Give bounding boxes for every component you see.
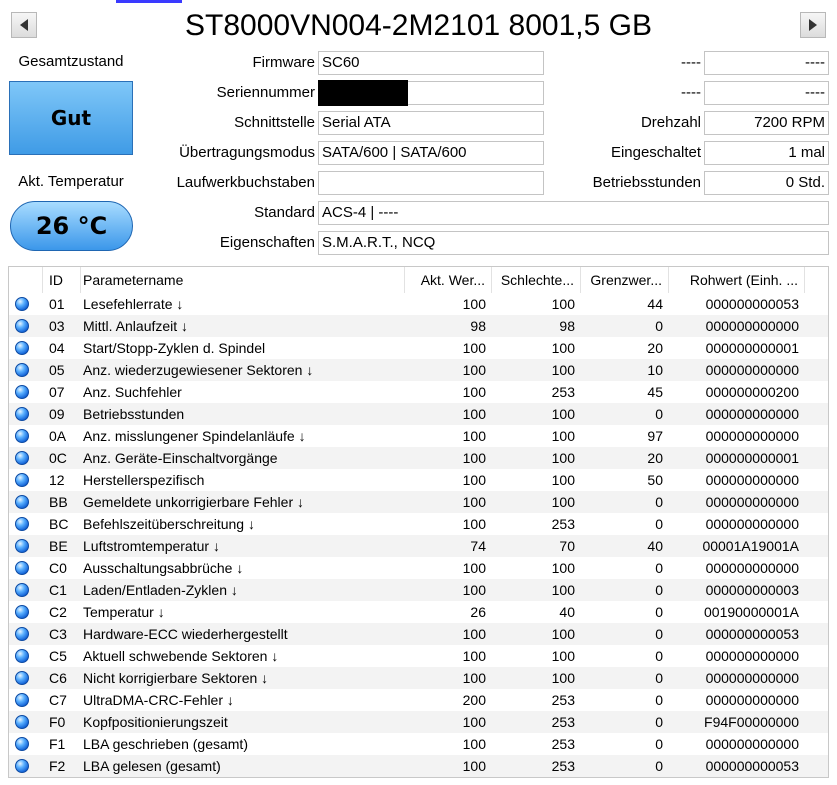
status-good-icon (15, 737, 29, 751)
attr-name: Mittl. Anlaufzeit ↓ (83, 318, 189, 334)
attr-worst: 100 (551, 648, 575, 664)
table-row[interactable] (9, 513, 828, 535)
table-row[interactable] (9, 689, 828, 711)
status-good-icon (15, 473, 29, 487)
features-label: Eigenschaften (219, 234, 315, 251)
attr-current: 100 (462, 362, 486, 378)
status-good-icon (15, 693, 29, 707)
table-header (9, 267, 828, 293)
table-row[interactable] (9, 645, 828, 667)
attr-id: BC (49, 516, 69, 532)
attr-raw: 000000000053 (705, 626, 799, 642)
attr-raw: 000000000200 (705, 384, 799, 400)
attr-raw: 000000000000 (705, 560, 799, 576)
table-row[interactable] (9, 425, 828, 447)
attr-raw: 000000000000 (705, 648, 799, 664)
firmware-label: Firmware (252, 54, 315, 71)
status-good-icon (15, 385, 29, 399)
attr-worst: 253 (551, 736, 575, 752)
disk-title: ST8000VN004-2M2101 8001,5 GB (185, 9, 652, 42)
attr-threshold: 0 (655, 714, 663, 730)
attr-raw: 00190000001A (704, 604, 799, 620)
attr-current: 74 (470, 538, 486, 554)
attr-id: 09 (49, 406, 65, 422)
attr-threshold: 0 (655, 604, 663, 620)
status-good-icon (15, 649, 29, 663)
health-label: Gesamtzustand (18, 53, 124, 70)
table-rows (9, 293, 828, 777)
attr-id: 0A (49, 428, 67, 444)
attr-name: Anz. Geräte-Einschaltvorgänge (83, 450, 278, 466)
attr-name: Laden/Entladen-Zyklen ↓ (83, 582, 238, 598)
attr-id: 05 (49, 362, 65, 378)
attr-threshold: 0 (655, 494, 663, 510)
attr-name: Start/Stopp-Zyklen d. Spindel (83, 340, 266, 356)
attr-id: C1 (49, 582, 67, 598)
header-raw-value[interactable]: Rohwert (Einh. ... (669, 267, 805, 293)
attr-current: 100 (462, 582, 486, 598)
attr-id: F2 (49, 758, 66, 774)
attr-worst: 98 (559, 318, 575, 334)
attr-current: 100 (462, 516, 486, 532)
attr-threshold: 50 (647, 472, 663, 488)
attr-current: 98 (470, 318, 486, 334)
attr-threshold: 20 (647, 450, 663, 466)
attr-worst: 100 (551, 582, 575, 598)
attr-id: 04 (49, 340, 65, 356)
attr-raw: 000000000001 (705, 450, 799, 466)
temperature-label: Akt. Temperatur (18, 173, 124, 190)
attr-threshold: 0 (655, 582, 663, 598)
attr-current: 100 (462, 450, 486, 466)
features-field[interactable]: S.M.A.R.T., NCQ (318, 231, 829, 255)
status-good-icon (15, 627, 29, 641)
status-good-icon (15, 517, 29, 531)
next-disk-button[interactable] (800, 12, 826, 38)
table-row[interactable] (9, 359, 828, 381)
attr-name: Anz. Suchfehler (83, 384, 182, 400)
attr-raw: 000000000000 (705, 318, 799, 334)
attr-id: C3 (49, 626, 67, 642)
attr-name: Luftstromtemperatur ↓ (83, 538, 220, 554)
health-status-button[interactable]: Gut (9, 81, 133, 155)
table-row[interactable] (9, 491, 828, 513)
attr-current: 200 (462, 692, 486, 708)
table-row[interactable] (9, 733, 828, 755)
attr-name: Herstellerspezifisch (83, 472, 205, 488)
attr-id: C5 (49, 648, 67, 664)
right-1-label: ---- (681, 54, 701, 71)
header-id[interactable]: ID (43, 267, 81, 293)
attr-threshold: 0 (655, 670, 663, 686)
attr-current: 100 (462, 340, 486, 356)
right-1-field[interactable]: ---- (704, 51, 829, 75)
attr-id: F1 (49, 736, 66, 752)
interface-label: Schnittstelle (234, 114, 315, 131)
status-good-icon (15, 495, 29, 509)
status-good-icon (15, 539, 29, 553)
attr-worst: 253 (551, 758, 575, 774)
attr-worst: 100 (551, 560, 575, 576)
attr-current: 100 (462, 626, 486, 642)
attr-name: Anz. misslungener Spindelanläufe ↓ (83, 428, 306, 444)
attr-worst: 100 (551, 450, 575, 466)
attr-raw: 000000000000 (705, 406, 799, 422)
attr-name: Nicht korrigierbare Sektoren ↓ (83, 670, 269, 686)
smart-attribute-table[interactable] (8, 266, 829, 778)
right-2-label: ---- (681, 84, 701, 101)
attr-threshold: 0 (655, 648, 663, 664)
attr-threshold: 0 (655, 406, 663, 422)
attr-threshold: 0 (655, 516, 663, 532)
status-good-icon (15, 297, 29, 311)
standard-field[interactable]: ACS-4 | ---- (318, 201, 829, 225)
table-row[interactable] (9, 711, 828, 733)
header-threshold[interactable]: Grenzwer... (581, 267, 669, 293)
status-good-icon (15, 451, 29, 465)
table-row[interactable] (9, 579, 828, 601)
attr-name: Hardware-ECC wiederhergestellt (83, 626, 288, 642)
attr-id: C0 (49, 560, 67, 576)
attr-id: C6 (49, 670, 67, 686)
attr-id: BB (49, 494, 68, 510)
power-on-hours-field[interactable]: 0 Std. (704, 171, 829, 195)
table-row[interactable] (9, 623, 828, 645)
right-2-field[interactable]: ---- (704, 81, 829, 105)
status-good-icon (15, 407, 29, 421)
table-row[interactable] (9, 447, 828, 469)
attr-id: 01 (49, 296, 65, 312)
attr-threshold: 0 (655, 736, 663, 752)
serial-label: Seriennummer (216, 84, 315, 101)
attr-name: Ausschaltungsabbrüche ↓ (83, 560, 244, 576)
transfer-mode-field[interactable]: SATA/600 | SATA/600 (318, 141, 544, 165)
attr-current: 100 (462, 670, 486, 686)
attr-threshold: 10 (647, 362, 663, 378)
attr-threshold: 0 (655, 560, 663, 576)
attr-worst: 253 (551, 714, 575, 730)
table-row[interactable] (9, 403, 828, 425)
attr-name: Befehlszeitüberschreitung ↓ (83, 516, 255, 532)
attr-current: 100 (462, 384, 486, 400)
attr-worst: 40 (559, 604, 575, 620)
attr-worst: 70 (559, 538, 575, 554)
attr-current: 100 (462, 472, 486, 488)
attr-current: 100 (462, 714, 486, 730)
attr-current: 100 (462, 296, 486, 312)
attr-threshold: 0 (655, 692, 663, 708)
attr-current: 100 (462, 406, 486, 422)
standard-label: Standard (254, 204, 315, 221)
triangle-left-icon (18, 18, 30, 32)
attr-threshold: 44 (647, 296, 663, 312)
attr-threshold: 40 (647, 538, 663, 554)
attr-worst: 100 (551, 340, 575, 356)
status-good-icon (15, 561, 29, 575)
rotation-rate-field[interactable]: 7200 RPM (704, 111, 829, 135)
header-current-value[interactable]: Akt. Wer... (405, 267, 492, 293)
header-status[interactable] (9, 267, 43, 293)
attr-raw: 000000000003 (705, 582, 799, 598)
attr-raw: F94F00000000 (704, 714, 799, 730)
table-row[interactable] (9, 755, 828, 777)
attr-threshold: 97 (647, 428, 663, 444)
attr-worst: 100 (551, 626, 575, 642)
attr-raw: 000000000001 (705, 340, 799, 356)
attr-current: 100 (462, 428, 486, 444)
attr-name: Aktuell schwebende Sektoren ↓ (83, 648, 279, 664)
attr-name: Betriebsstunden (83, 406, 185, 422)
attr-id: 03 (49, 318, 65, 334)
drive-letters-field[interactable] (318, 171, 544, 195)
attr-raw: 000000000000 (705, 362, 799, 378)
attr-worst: 253 (551, 692, 575, 708)
attr-worst: 100 (551, 406, 575, 422)
table-row[interactable] (9, 381, 828, 403)
transfer-mode-label: Übertragungsmodus (179, 144, 315, 161)
attr-current: 100 (462, 736, 486, 752)
attr-worst: 253 (551, 516, 575, 532)
attr-name: Kopfpositionierungszeit (83, 714, 228, 730)
attr-raw: 000000000000 (705, 692, 799, 708)
status-good-icon (15, 363, 29, 377)
status-good-icon (15, 583, 29, 597)
firmware-field[interactable]: SC60 (318, 51, 544, 75)
table-row[interactable] (9, 315, 828, 337)
attr-id: 07 (49, 384, 65, 400)
status-good-icon (15, 759, 29, 773)
status-good-icon (15, 319, 29, 333)
attr-worst: 100 (551, 494, 575, 510)
attr-current: 100 (462, 560, 486, 576)
previous-disk-button[interactable] (11, 12, 37, 38)
attr-raw: 000000000053 (705, 758, 799, 774)
header-worst-value[interactable]: Schlechte... (492, 267, 581, 293)
attr-current: 100 (462, 494, 486, 510)
attr-id: 12 (49, 472, 65, 488)
attr-threshold: 0 (655, 626, 663, 642)
status-good-icon (15, 671, 29, 685)
table-row[interactable] (9, 557, 828, 579)
triangle-right-icon (807, 18, 819, 32)
attr-raw: 000000000053 (705, 296, 799, 312)
status-good-icon (15, 715, 29, 729)
attr-worst: 253 (551, 384, 575, 400)
table-row[interactable] (9, 535, 828, 557)
attr-threshold: 0 (655, 758, 663, 774)
serial-redaction (318, 80, 408, 106)
attr-name: Gemeldete unkorrigierbare Fehler ↓ (83, 494, 304, 510)
status-good-icon (15, 605, 29, 619)
attr-raw: 000000000000 (705, 670, 799, 686)
attr-id: 0C (49, 450, 67, 466)
attr-raw: 00001A19001A (702, 538, 799, 554)
status-good-icon (15, 429, 29, 443)
attr-threshold: 45 (647, 384, 663, 400)
attr-raw: 000000000000 (705, 428, 799, 444)
attr-worst: 100 (551, 428, 575, 444)
attr-raw: 000000000000 (705, 494, 799, 510)
attr-name: LBA gelesen (gesamt) (83, 758, 221, 774)
attr-raw: 000000000000 (705, 472, 799, 488)
interface-field[interactable]: Serial ATA (318, 111, 544, 135)
attr-worst: 100 (551, 362, 575, 378)
temperature-status-button[interactable]: 26 °C (10, 201, 133, 251)
attr-current: 26 (470, 604, 486, 620)
attr-worst: 100 (551, 670, 575, 686)
drive-letters-label: Laufwerkbuchstaben (176, 174, 315, 191)
attr-raw: 000000000000 (705, 516, 799, 532)
power-on-count-field[interactable]: 1 mal (704, 141, 829, 165)
table-row[interactable] (9, 469, 828, 491)
attr-current: 100 (462, 648, 486, 664)
attr-name: LBA geschrieben (gesamt) (83, 736, 248, 752)
header-attribute-name[interactable]: Parametername (81, 267, 405, 293)
attr-raw: 000000000000 (705, 736, 799, 752)
power-on-hours-label: Betriebsstunden (592, 174, 701, 191)
attr-id: BE (49, 538, 68, 554)
table-row[interactable] (9, 667, 828, 689)
attr-name: Temperatur ↓ (83, 604, 165, 620)
attr-name: UltraDMA-CRC-Fehler ↓ (83, 692, 234, 708)
attr-name: Anz. wiederzugewiesener Sektoren ↓ (83, 362, 314, 378)
table-row[interactable] (9, 337, 828, 359)
table-row[interactable] (9, 601, 828, 623)
power-on-count-label: Eingeschaltet (610, 144, 701, 161)
table-row[interactable] (9, 293, 828, 315)
top-accent-line (116, 0, 182, 3)
attr-worst: 100 (551, 296, 575, 312)
status-good-icon (15, 341, 29, 355)
attr-id: F0 (49, 714, 66, 730)
attr-name: Lesefehlerrate ↓ (83, 296, 184, 312)
attr-threshold: 20 (647, 340, 663, 356)
attr-id: C7 (49, 692, 67, 708)
attr-worst: 100 (551, 472, 575, 488)
attr-id: C2 (49, 604, 67, 620)
attr-threshold: 0 (655, 318, 663, 334)
rotation-rate-label: Drehzahl (640, 114, 701, 131)
attr-current: 100 (462, 758, 486, 774)
